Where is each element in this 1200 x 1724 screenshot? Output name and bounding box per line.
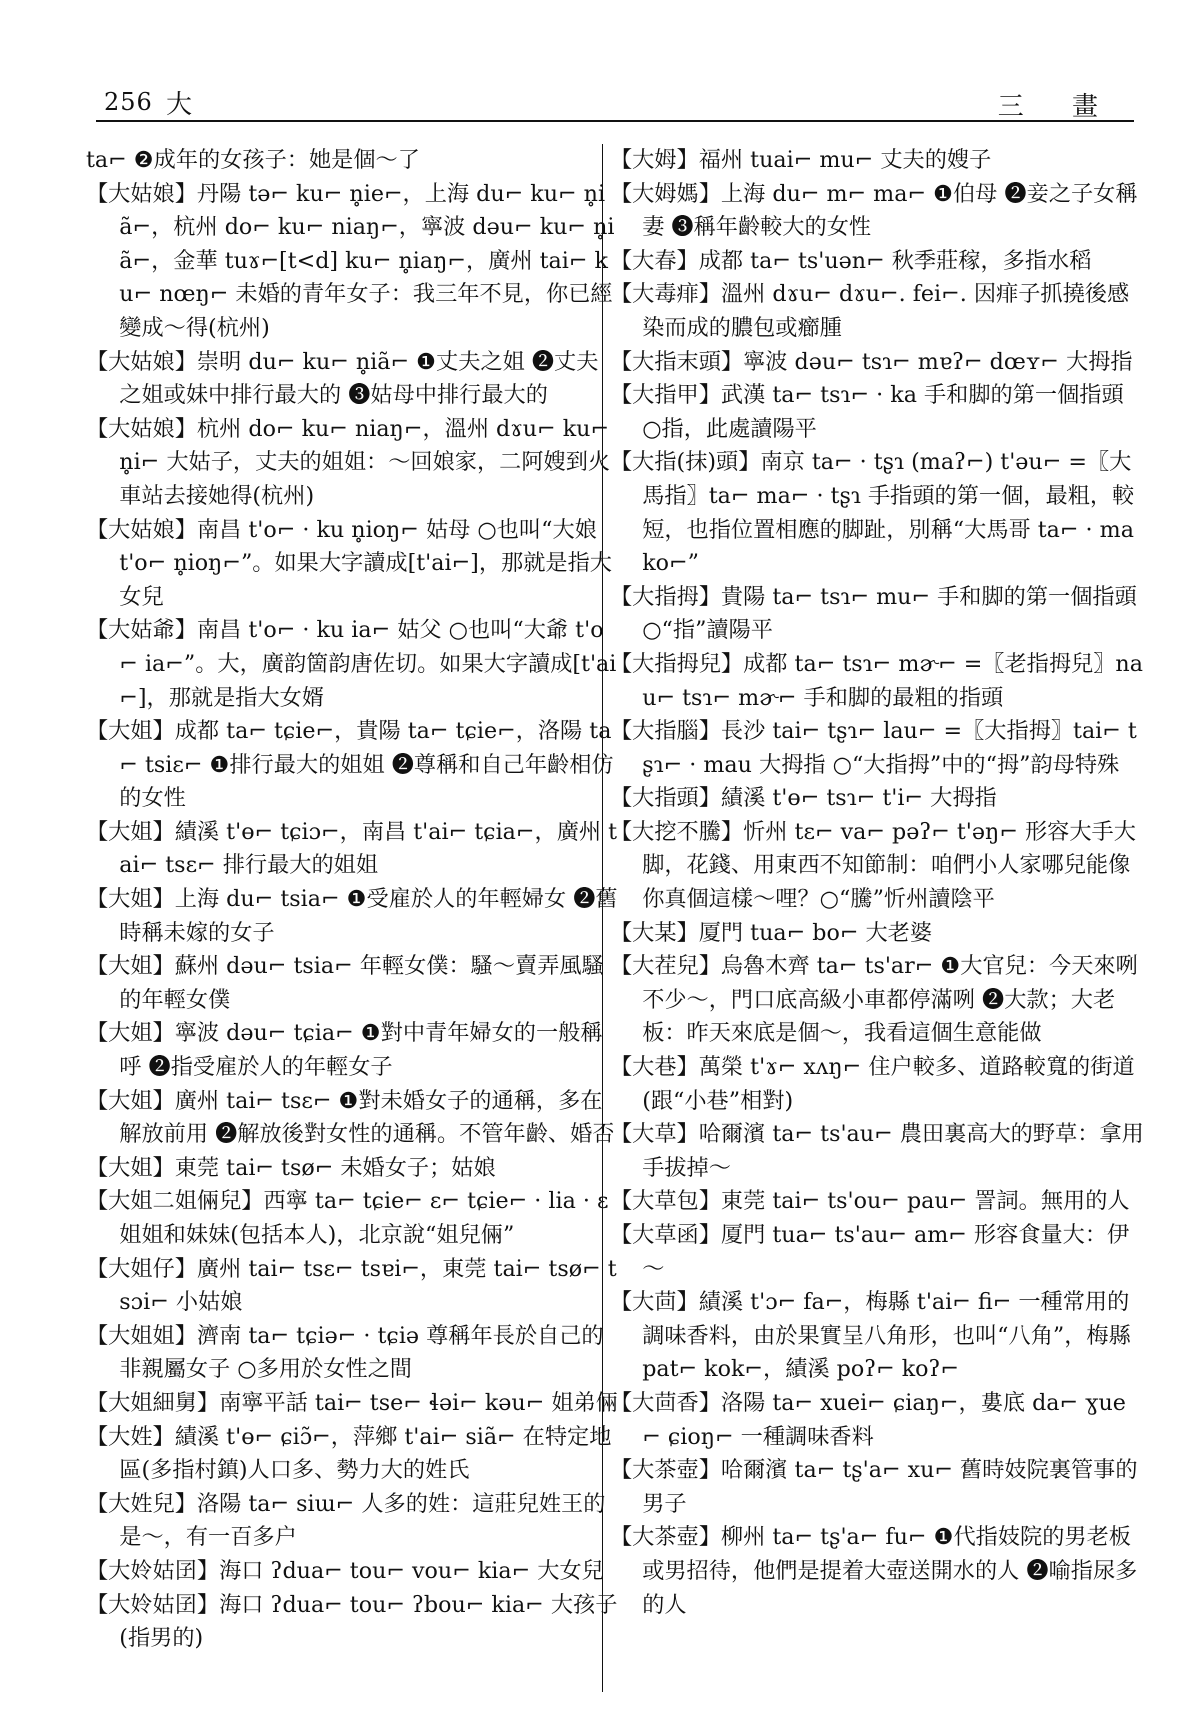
running-head-character: 大 (166, 90, 193, 120)
dictionary-entry: ta⌐ ❷成年的女孩子：她是個～了 (86, 147, 420, 173)
dictionary-entry: 【大茴香】洛陽 ta⌐ xuei⌐ ɕiaŋ⌐，婁底 da⌐ ɣue⌐ ɕioŋ⌐ 一種調味香料 (610, 1389, 1126, 1450)
dictionary-entry: 【大姓】績溪 t'ɵ⌐ ɕiɔ̃⌐，萍鄉 t'ai⌐ siã⌐ 在特定地區(多指村鎮)人口多、勢力大的姓氏 (86, 1423, 612, 1484)
dictionary-entry: 【大姑娘】杭州 do⌐ ku⌐ niaŋ⌐，溫州 dɤu⌐ ku⌐ n̥i⌐ 大姑子，丈夫的姐姐：～回娘家，二阿嫂到火車站去接她得(杭州) (86, 415, 611, 509)
dictionary-entry: 【大姐】蘇州 dəu⌐ tsia⌐ 年輕女僕：騷～賣弄風騷的年輕女僕 (86, 953, 604, 1013)
dictionary-entry: 【大姐】成都 ta⌐ tɕie⌐，貴陽 ta⌐ tɕie⌐，洛陽 ta⌐ tsiɛ⌐ ❶排行最大的姐姐 ❷尊稱和自己年齡相仿的女性 (86, 718, 614, 812)
dictionary-entry: 【大春】成都 ta⌐ ts'uən⌐ 秋季莊稼，多指水稻 (610, 247, 1092, 274)
dictionary-entry: 【大挖不騰】忻州 tɛ⌐ va⌐ pəʔ⌐ t'əŋ⌐ 形容大手大脚，花錢、用東西不知節制：咱們小人家哪兒能像你真個這樣～哩？○“騰”忻州讀陰平 (610, 818, 1136, 913)
dictionary-entry: 【大茶壺】柳州 ta⌐ tʂ'a⌐ fu⌐ ❶代指妓院的男老板或男招待，他們是提着大壺送開水的人 ❷喻指尿多的人 (610, 1524, 1138, 1618)
column-divider (602, 144, 603, 1692)
dictionary-entry: 【大姐】寧波 dəu⌐ tɕia⌐ ❶對中青年婦女的一般稱呼 ❷指受雇於人的年輕女子 (86, 1020, 603, 1081)
dictionary-entry: 【大姐細舅】南寧平話 tai⌐ tse⌐ ɬəi⌐ kəu⌐ 姐弟倆 (86, 1389, 618, 1416)
dictionary-entry: 【大指甲】武漢 ta⌐ tsɿ⌐ · ka 手和脚的第一個指頭 ○指，此處讀陽平 (610, 382, 1124, 442)
dictionary-entry: 【大姑娘】南昌 t'o⌐ · ku n̥ioŋ⌐ 姑母 ○也叫“大娘 t'o⌐ n̥ioŋ⌐”。如果大字讀成[t'ai⌐]，那就是指大女兒 (86, 516, 612, 610)
dictionary-entry: 【大姐】績溪 t'ɵ⌐ tɕiɔ⌐，南昌 t'ai⌐ tɕia⌐，廣州 tai⌐ tsɛ⌐ 排行最大的姐姐 (86, 818, 618, 879)
dictionary-entry: 【大茴】績溪 t'ɔ⌐ fa⌐，梅縣 t'ai⌐ fi⌐ 一種常用的調味香料，由於果實呈八角形，也叫“八角”，梅縣 pat⌐ kok⌐，績溪 poʔ⌐ koʔ⌐ (610, 1289, 1131, 1383)
dictionary-entry: 【大姐姐】濟南 ta⌐ tɕiə⌐ · tɕiə 尊稱年長於自己的非親屬女子 ○多用於女性之間 (86, 1322, 604, 1383)
dictionary-entry: 【大指末頭】寧波 dəu⌐ tsɿ⌐ mɐʔ⌐ dœʏ⌐ 大拇指 (610, 348, 1133, 375)
dictionary-entry: 【大指腦】長沙 tai⌐ tʂɿ⌐ lau⌐ =〖大指拇〗tai⌐ tʂɿ⌐ · mau 大拇指 ○“大指拇”中的“拇”韵母特殊 (610, 718, 1137, 778)
dictionary-entry: 【大姐二姐倆兒】西寧 ta⌐ tɕie⌐ ɛ⌐ tɕie⌐ · lia · ɛ 姐姐和妹妹(包括本人)，北京說“姐兒倆” (86, 1188, 609, 1248)
dictionary-entry: 【大草函】厦門 tua⌐ ts'au⌐ am⌐ 形容食量大：伊～ (610, 1222, 1130, 1282)
dictionary-entry: 【大姆】福州 tuai⌐ mu⌐ 丈夫的嫂子 (610, 147, 992, 173)
dictionary-entry: 【大姑娘】崇明 du⌐ ku⌐ n̥iã⌐ ❶丈夫之姐 ❷丈夫之姐或妹中排行最大的 ❸姑母中排行最大的 (86, 348, 599, 409)
dictionary-entry: 【大姈姑囝】海口 ʔdua⌐ tou⌐ ʔbou⌐ kia⌐ 大孩子(指男的) (86, 1591, 618, 1652)
dictionary-entry: 【大茬兒】烏魯木齊 ta⌐ ts'ar⌐ ❶大官兒：今天來咧不少～，門口底高級小車都停滿咧 ❷大款；大老板：昨天來底是個～，我看這個生意能做 (610, 953, 1138, 1047)
header-rule (96, 120, 1134, 122)
dictionary-entry: 【大姑娘】丹陽 tə⌐ ku⌐ n̥ie⌐，上海 du⌐ ku⌐ n̥iã⌐，杭州 do⌐ ku⌐ niaŋ⌐，寧波 dəu⌐ ku⌐ n̥iã⌐，金華 tuɤ⌐[t<d] ku⌐ n̥iaŋ⌐，廣州 tai⌐ ku⌐ nœŋ⌐ 未婚的青年女子：我三年不見，你已經變成～得(杭州) (86, 180, 615, 341)
page-header (100, 78, 1126, 120)
dictionary-entry: 【大姐】東莞 tai⌐ tsø⌐ 未婚女子；姑娘 (86, 1154, 496, 1181)
dictionary-entry: 【大姈姑囝】海口 ʔdua⌐ tou⌐ vou⌐ kia⌐ 大女兒 (86, 1557, 604, 1584)
dictionary-entry: 【大某】厦門 tua⌐ bo⌐ 大老婆 (610, 919, 933, 946)
dictionary-entry: 【大姐】上海 du⌐ tsia⌐ ❶受雇於人的年輕婦女 ❷舊時稱未嫁的女子 (86, 886, 618, 946)
left-column (86, 144, 618, 1656)
dictionary-entry: 【大指頭】績溪 t'ɵ⌐ tsɿ⌐ t'i⌐ 大拇指 (610, 785, 997, 812)
right-column (610, 144, 1144, 1622)
section-label: 三 畫 (997, 92, 1118, 122)
dictionary-entry: 【大姐仔】廣州 tai⌐ tsɛ⌐ tsɐi⌐，東莞 tai⌐ tsø⌐ tsɔi⌐ 小姑娘 (86, 1255, 617, 1316)
page-number: 256 (104, 88, 153, 116)
dictionary-entry: 【大指(抹)頭】南京 ta⌐ · tʂɿ (maʔ⌐) t'əu⌐ =〖大馬指〗ta⌐ ma⌐ · tʂɿ 手指頭的第一個，最粗，較短，也指位置相應的脚趾，別稱“大馬哥 ta⌐ · ma ko⌐” (610, 449, 1135, 577)
dictionary-entry: 【大姆媽】上海 du⌐ m⌐ ma⌐ ❶伯母 ❷妾之子女稱妻 ❸稱年齡較大的女性 (610, 180, 1138, 241)
dictionary-entry: 【大指拇】貴陽 ta⌐ tsɿ⌐ mu⌐ 手和脚的第一個指頭 ○“指”讀陽平 (610, 583, 1137, 644)
dictionary-entry: 【大姐】廣州 tai⌐ tsɛ⌐ ❶對未婚女子的通稱，多在解放前用 ❷解放後對女性的通稱。不管年齡、婚否 (86, 1087, 615, 1148)
dictionary-entry: 【大草】哈爾濱 ta⌐ ts'au⌐ 農田裏高大的野草：拿用手拔掉～ (610, 1121, 1144, 1181)
dictionary-entry: 【大草包】東莞 tai⌐ ts'ou⌐ pau⌐ 詈詞。無用的人 (610, 1188, 1130, 1215)
dictionary-entry: 【大姑爺】南昌 t'o⌐ · ku ia⌐ 姑父 ○也叫“大爺 t'o⌐ ia⌐”。大，廣韵箇韵唐佐切。如果大字讀成[t'ai⌐]，那就是指大女婿 (86, 617, 617, 711)
dictionary-entry: 【大指拇兒】成都 ta⌐ tsɿ⌐ mɚ⌐ =〖老指拇兒〗nau⌐ tsɿ⌐ mɚ⌐ 手和脚的最粗的指頭 (610, 650, 1143, 711)
dictionary-entry: 【大巷】萬榮 t'ɤ⌐ xʌŋ⌐ 住户較多、道路較寬的街道(跟“小巷”相對) (610, 1054, 1135, 1114)
dictionary-entry: 【大茶壺】哈爾濱 ta⌐ tʂ'a⌐ xu⌐ 舊時妓院裏管事的男子 (610, 1457, 1138, 1517)
dictionary-entry: 【大毒痱】溫州 dɤu⌐ dɤu⌐. fei⌐. 因痱子抓撓後感染而成的膿包或癤腫 (610, 281, 1130, 341)
dictionary-entry: 【大姓兒】洛陽 ta⌐ siɯ⌐ 人多的姓：這莊兒姓王的是～，有一百多户 (86, 1490, 606, 1551)
